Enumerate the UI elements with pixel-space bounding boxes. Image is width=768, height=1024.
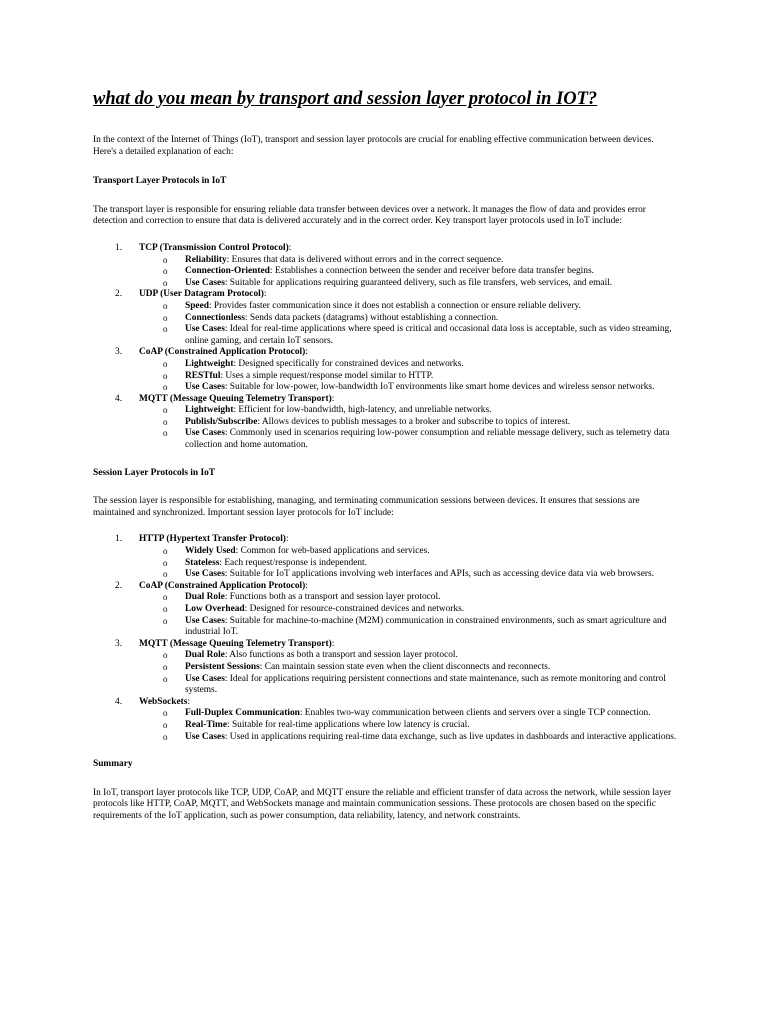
feature-description: : Uses a simple request/response model similar to HTTP. [220, 370, 434, 381]
feature-term: Connection-Oriented [185, 266, 270, 277]
feature-list [139, 359, 678, 394]
feature-term: Persistent Sessions [185, 661, 260, 672]
feature-description: : Designed specifically for constrained devices and networks. [233, 358, 464, 369]
feature-term: Use Cases [185, 569, 225, 580]
feature-item [139, 569, 678, 581]
feature-item [139, 278, 678, 290]
feature-item [139, 266, 678, 278]
bullet-circle-icon: o [163, 661, 168, 672]
feature-description: : Sends data packets (datagrams) without establishing a connection. [244, 312, 499, 323]
protocol-item [93, 581, 678, 639]
feature-item [139, 255, 678, 267]
bullet-circle-icon: o [163, 708, 168, 719]
protocol-name: MQTT (Message Queuing Telemetry Transport) [139, 638, 332, 649]
bullet-circle-icon: o [163, 719, 168, 730]
feature-term: Dual Role [185, 650, 225, 661]
feature-description: : Ideal for real-time applications where speed is critical and occasional data loss is acceptable, such as video streaming, online gaming, and certain IoT sensors. [185, 324, 672, 346]
transport-paragraph: The transport layer is responsible for ensuring reliable data transfer between devices over a network. It manages the flow of data and provides error detection and correction to ensure that data is delivered accurately and in the correct order. Key transport layer protocols used in IoT include: [93, 204, 646, 227]
feature-term: Full-Duplex Communication [185, 708, 300, 719]
feature-term: Low Overhead [185, 604, 245, 614]
feature-term: Use Cases [185, 428, 225, 439]
bullet-circle-icon: o [163, 277, 168, 288]
protocol-item [93, 394, 678, 452]
feature-term: Speed [185, 300, 209, 311]
list-number: 3. [115, 638, 123, 649]
feature-term: Real-Time [185, 719, 228, 730]
protocol-colon: : [305, 580, 308, 591]
feature-term: Use Cases [185, 382, 225, 393]
list-number: 1. [115, 534, 123, 545]
feature-item [139, 313, 678, 325]
bullet-circle-icon: o [163, 324, 168, 335]
feature-term: Reliability [185, 254, 227, 265]
feature-term: Use Cases [185, 731, 225, 742]
protocol-colon: : [187, 696, 191, 707]
feature-item [139, 674, 678, 697]
feature-item [139, 371, 678, 383]
feature-term: Lightweight [185, 358, 234, 369]
protocol-item [93, 534, 678, 580]
feature-description: : Suitable for IoT applications involving web interfaces and APIs, such as accessing device data via web browsers. [224, 569, 654, 580]
feature-description: : Establishes a connection between the sender and receiver before data transfer begins. [269, 266, 594, 277]
feature-item [139, 708, 678, 720]
bullet-circle-icon: o [163, 428, 168, 439]
protocol-name: WebSockets [139, 696, 188, 707]
feature-description: : Suitable for real-time applications where low latency is crucial. [227, 719, 470, 730]
feature-description: : Also functions as both a transport and session layer protocol. [224, 650, 458, 661]
protocol-name: TCP (Transmission Control Protocol) [139, 242, 289, 253]
feature-term: Stateless [185, 557, 220, 568]
protocol-colon: : [331, 393, 335, 404]
feature-item [139, 417, 678, 429]
feature-item [139, 720, 678, 732]
feature-description: : Efficient for low-bandwidth, high-latency, and unreliable networks. [233, 405, 492, 416]
bullet-circle-icon: o [163, 604, 168, 614]
feature-item [139, 604, 678, 616]
feature-description: : Used in applications requiring real-time data exchange, such as live updates in dashboards and interactive applications. [224, 731, 677, 742]
summary-heading: Summary [93, 759, 133, 770]
feature-list [139, 405, 678, 451]
feature-item [139, 405, 678, 417]
feature-description: : Common for web-based applications and services. [235, 546, 430, 557]
protocol-name: MQTT (Message Queuing Telemetry Transport) [139, 393, 332, 404]
feature-description: : Each request/response is independent. [219, 557, 367, 568]
list-number: 2. [115, 289, 123, 300]
session-heading: Session Layer Protocols in IoT [93, 467, 216, 478]
protocol-item [93, 347, 678, 393]
feature-term: Use Cases [185, 277, 225, 288]
page-title: what do you mean by transport and session layer protocol in IOT? [93, 89, 598, 109]
feature-list [139, 708, 678, 743]
protocol-colon: : [285, 534, 289, 545]
feature-description: : Can maintain session state even when the client disconnects and reconnects. [259, 661, 551, 672]
feature-item [139, 428, 678, 451]
session-paragraph: The session layer is responsible for establishing, managing, and terminating communication sessions between devices. It ensures that sessions are maintained and synchronized. Important session layer protocols for IoT include: [93, 496, 640, 518]
feature-list [139, 301, 678, 347]
feature-item [139, 732, 678, 744]
feature-term: Connectionless [185, 312, 245, 323]
list-number: 1. [115, 242, 123, 253]
feature-item [139, 359, 678, 371]
list-number: 2. [115, 580, 123, 591]
feature-term: Publish/Subscribe [185, 416, 258, 427]
protocol-item [93, 697, 678, 743]
feature-term: RESTful [185, 370, 221, 381]
feature-description: : Suitable for applications requiring guaranteed delivery, such as file transfers, web services, and email. [224, 277, 613, 288]
bullet-circle-icon: o [163, 254, 168, 265]
feature-list [139, 592, 678, 638]
bullet-circle-icon: o [163, 358, 168, 369]
bullet-circle-icon: o [163, 615, 168, 626]
transport-protocol-list [93, 243, 678, 452]
feature-list [139, 255, 678, 290]
bullet-circle-icon: o [163, 557, 168, 568]
feature-term: Use Cases [185, 673, 225, 684]
bullet-circle-icon: o [163, 405, 168, 416]
feature-term: Lightweight [185, 405, 234, 416]
bullet-circle-icon: o [163, 382, 168, 393]
feature-item [139, 301, 678, 313]
feature-item [139, 546, 678, 558]
feature-item [139, 324, 678, 347]
protocol-colon: : [288, 242, 292, 253]
bullet-circle-icon: o [163, 266, 168, 277]
bullet-circle-icon: o [163, 312, 168, 323]
list-number: 4. [115, 393, 123, 404]
list-number: 4. [115, 696, 123, 707]
feature-term: Widely Used [185, 546, 236, 557]
protocol-name: CoAP (Constrained Application Protocol) [139, 580, 306, 591]
feature-term: Use Cases [185, 324, 225, 335]
bullet-circle-icon: o [163, 416, 168, 427]
protocol-name: UDP (User Datagram Protocol) [139, 289, 264, 300]
feature-list [139, 546, 678, 581]
feature-item [139, 558, 678, 570]
feature-description: : Designed for resource-constrained devices and networks. [244, 604, 465, 614]
feature-description: : Commonly used in scenarios requiring low-power consumption and reliable message delivery, such as telemetry data collection and home automation. [185, 428, 670, 451]
feature-term: Dual Role [185, 592, 225, 603]
protocol-item [93, 289, 678, 347]
protocol-name: CoAP (Constrained Application Protocol) [139, 347, 306, 358]
feature-description: : Allows devices to publish messages to a broker and subscribe to topics of interest. [257, 416, 571, 427]
feature-item [139, 662, 678, 674]
bullet-circle-icon: o [163, 370, 168, 381]
bullet-circle-icon: o [163, 300, 168, 311]
bullet-circle-icon: o [163, 592, 168, 603]
feature-item [139, 616, 678, 639]
protocol-name: HTTP (Hypertext Transfer Protocol) [139, 534, 286, 545]
protocol-item [93, 639, 678, 697]
bullet-circle-icon: o [163, 650, 168, 661]
session-protocol-list [93, 534, 678, 743]
protocol-item [93, 243, 678, 289]
feature-description: : Ideal for applications requiring persistent connections and state maintenance, such as remote monitoring and control systems. [185, 673, 666, 696]
feature-description: : Suitable for machine-to-machine (M2M) communication in constrained environments, such as smart agriculture and industrial IoT. [185, 615, 667, 638]
feature-description: : Ensures that data is delivered without errors and in the correct sequence. [226, 254, 504, 265]
feature-term: Use Cases [185, 615, 225, 626]
transport-heading: Transport Layer Protocols in IoT [93, 176, 227, 187]
feature-item [139, 650, 678, 662]
feature-item [139, 592, 678, 604]
feature-item [139, 382, 678, 394]
feature-description: : Functions both as a transport and session layer protocol. [224, 592, 441, 603]
bullet-circle-icon: o [163, 569, 168, 580]
feature-description: : Suitable for low-power, low-bandwidth IoT environments like smart home devices and wireless sensor networks. [224, 382, 655, 393]
bullet-circle-icon: o [163, 731, 168, 742]
bullet-circle-icon: o [163, 673, 168, 684]
summary-paragraph: In IoT, transport layer protocols like TCP, UDP, CoAP, and MQTT ensure the reliable and efficient transfer of data across the network, while session layer protocols like HTTP, CoAP, MQTT, and WebSockets manage and maintain communication sessions. These protocols are chosen based on the specific requirements of the IoT application, such as power consumption, data reliability, latency, and network constraints. [93, 787, 672, 821]
list-number: 3. [115, 347, 123, 358]
feature-description: : Provides faster communication since it does not establish a connection or ensure reliable delivery. [208, 300, 581, 311]
protocol-colon: : [331, 638, 335, 649]
bullet-circle-icon: o [163, 546, 168, 557]
protocol-colon: : [305, 347, 308, 358]
intro-paragraph: In the context of the Internet of Things (IoT), transport and session layer protocols are crucial for enabling effective communication between devices. Here's a detailed explanation of each: [93, 135, 654, 157]
feature-description: : Enables two-way communication between clients and servers over a single TCP connection. [299, 708, 651, 719]
feature-list [139, 650, 678, 696]
protocol-colon: : [263, 289, 267, 300]
